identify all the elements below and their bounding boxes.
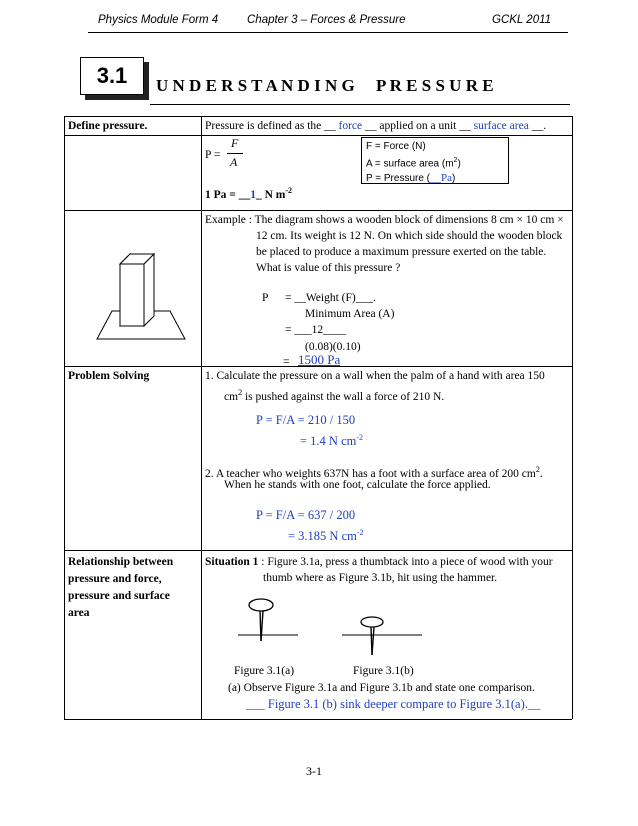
question-1-line-2: $cm^2$ is pushed against the wall a force of 210 N. — [224, 388, 445, 403]
answer-1-line-1: P = F/A = 210 / 150 — [256, 413, 356, 427]
title-rule — [150, 104, 570, 105]
page-number: 3-1 — [306, 764, 322, 778]
figure-b-caption: Figure 3.1(b) — [353, 665, 414, 677]
example-eq2-denominator: (0.08)(0.10) — [305, 341, 361, 353]
thumbtack-figures — [232, 595, 432, 665]
key-pressure: P = Pressure (__Pa) — [366, 172, 456, 185]
key-area: A = surface area $(m^2)$ — [366, 157, 461, 170]
relationship-label-3: pressure and surface — [68, 590, 170, 602]
header-rule — [88, 32, 568, 33]
example-answer: 1500 Pa — [298, 352, 341, 367]
answer-2-line-1: P = F/A = 637 / 200 — [256, 508, 356, 522]
example-p-label: P — [262, 292, 269, 304]
situation-line-1: Situation 1 : Figure 3.1a, press a thumbtack into a piece of wood with your — [205, 556, 553, 568]
define-label: Define pressure. — [68, 120, 148, 132]
example-line-1: Example : The diagram shows a wooden block of dimensions 8 cm × 10 cm × — [205, 214, 564, 226]
example-line-3: be placed to produce a maximum pressure exerted on the table. — [256, 246, 547, 258]
problem-label: Problem Solving — [68, 370, 150, 382]
comparison-question: (a) Observe Figure 3.1a and Figure 3.1b and state one comparison. — [228, 682, 535, 694]
answer-2-line-2: = 3.185 N $cm^{-2}$ — [288, 528, 364, 544]
header-module: Physics Module Form 4 — [98, 14, 219, 26]
example-eq1: = __Weight (F)___. — [285, 292, 376, 304]
situation-line-2: thumb where as Figure 3.1b, hit using the hammer. — [263, 572, 498, 584]
header-chapter: Chapter 3 – Forces & Pressure — [247, 14, 406, 26]
example-line-4: What is value of this pressure ? — [256, 262, 401, 274]
symbol-key-box — [361, 137, 509, 184]
example-eq2: = ___12____ — [285, 324, 347, 336]
formula-p-equals: P = — [205, 149, 221, 161]
relationship-label-1: Relationship between — [68, 556, 174, 568]
section-number: 3.1 — [80, 57, 144, 95]
example-line-2: 12 cm. Its weight is 12 N. On which side should the wooden block — [256, 230, 563, 242]
define-sentence: Pressure is defined as the __ force __ applied on a unit __ surface area __. — [205, 120, 547, 132]
example-eq1-denominator: Minimum Area (A) — [305, 308, 395, 320]
wooden-block-diagram — [90, 232, 190, 344]
unit-definition: 1 Pa = __1_ N $m^{-2}$ — [205, 186, 293, 201]
thumbtack-figure-a-icon — [238, 599, 298, 641]
relationship-label-2: pressure and force, — [68, 573, 162, 585]
answer-force: force — [338, 120, 363, 132]
fraction-bar — [227, 153, 243, 154]
formula-numerator: F — [231, 136, 239, 150]
key-force: F = Force (N) — [366, 141, 426, 152]
question-1-line-1: 1. Calculate the pressure on a wall when the palm of a hand with area 150 — [205, 370, 545, 382]
question-2-line-2: When he stands with one foot, calculate the force applied. — [224, 479, 491, 491]
header-code: GCKL 2011 — [492, 14, 552, 26]
formula-denominator: A — [230, 155, 238, 169]
section-title: U N D E R S T A N D I N G P R E S S U R E — [156, 76, 494, 95]
comparison-answer: ___ Figure 3.1 (b) sink deeper compare to Figure 3.1(a).__ — [246, 697, 541, 711]
figure-a-caption: Figure 3.1(a) — [234, 665, 295, 677]
relationship-label-4: area — [68, 607, 90, 619]
thumbtack-figure-b-icon — [342, 617, 422, 655]
answer-surface-area: surface area — [473, 120, 529, 132]
example-eq3: = — [283, 356, 290, 368]
answer-1-line-2: = 1.4 N $cm^{-2}$ — [300, 433, 364, 449]
question-2-line-1: 2. A teacher who weights 637N has a foot with a surface area of 200 $cm^2$. — [205, 465, 543, 480]
